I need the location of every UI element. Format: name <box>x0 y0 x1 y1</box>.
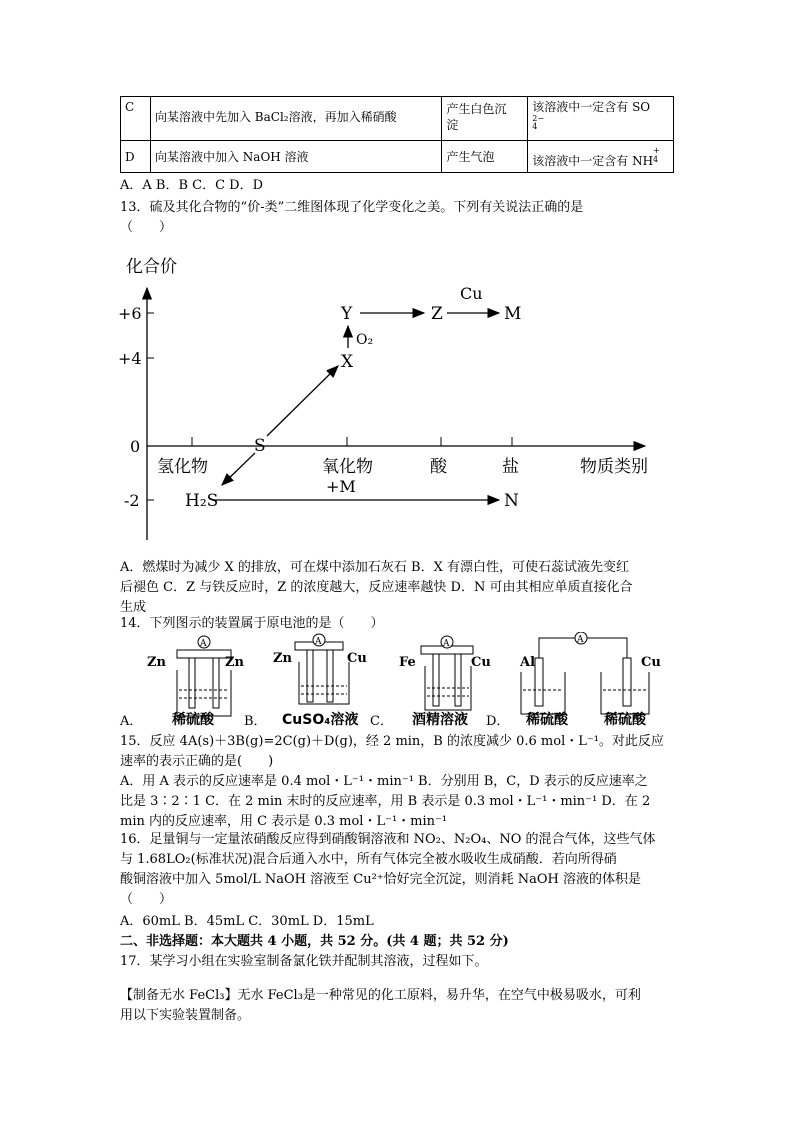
apparatus-a <box>147 636 244 716</box>
node-m: M <box>504 304 522 324</box>
x-category-label: 盐 <box>502 457 519 477</box>
q14-stem: 14．下列图示的装置属于原电池的是（ ） <box>120 616 384 631</box>
electrode-right: Cu <box>347 651 367 666</box>
x-category-label: 氢化物 <box>157 457 208 477</box>
electrode-left: Zn <box>273 651 292 666</box>
svg-text:A: A <box>443 639 450 649</box>
electrolyte-label: 稀硫酸 <box>526 712 568 728</box>
node-n: N <box>504 491 519 511</box>
q15-line: 15．反应 4A(s)＋3B(g)=2C(g)＋D(g)，经 2 min，B 的浓度减少 0.6 mol・L⁻¹。对此反应 <box>120 734 664 749</box>
apparatus-d <box>519 632 661 714</box>
q15-line: 速率的表示正确的是( ) <box>120 754 274 769</box>
reagent-cu: Cu <box>460 284 483 303</box>
q13-options-line: 后褪色 C．Z 与铁反应时，Z 的浓度越大，反应速率越快 D．N 可由其相应单质直接化合 <box>120 580 633 595</box>
row-label: D <box>121 141 151 173</box>
y-axis-label: 化合价 <box>126 257 177 277</box>
operation-cell: 向某溶液中加入 NaOH 溶液 <box>150 141 441 173</box>
q14-option-row: A． 稀硫酸 B． CuSO₄溶液 C． 酒精溶液 D． 稀硫酸 稀硫酸 <box>120 712 646 729</box>
node-s: S <box>254 436 266 456</box>
q16-line: 酸铜溶液中加入 5mol/L NaOH 溶液至 Cu²⁺恰好完全沉淀，则消耗 NaOH 溶液的体积是 <box>120 872 642 887</box>
ammeter-label: A <box>200 639 207 649</box>
electrode-right: Cu <box>641 655 661 670</box>
q16-line: 16．足量铜与一定量浓硝酸反应得到硝酸铜溶液和 NO₂、N₂O₄、NO 的混合气体，这些气体 <box>120 832 656 847</box>
q12-options: A．A B．B C．C D．D <box>120 178 264 193</box>
electrolyte-label: 稀硫酸 <box>172 712 214 728</box>
q16-line: 与 1.68LO₂(标准状况)混合后通入水中，所有气体完全被水吸收生成硝酸．若向所得硝 <box>120 852 617 867</box>
svg-text:A: A <box>315 637 322 647</box>
phenomenon-cell: 产生气泡 <box>442 141 528 173</box>
apparatus-c <box>399 636 491 710</box>
table-row <box>121 97 674 141</box>
section-heading: 二、非选择题：本大题共 4 小题，共 52 分。(共 4 题；共 52 分) <box>120 934 509 949</box>
q17-stem: 17．某学习小组在实验室制备氯化铁并配制其溶液，过程如下。 <box>120 954 488 969</box>
q13-stem: 13．硫及其化合物的“价-类”二维图体现了化学变化之美。下列有关说法正确的是 <box>120 200 584 215</box>
q15-line: min 内的反应速率，用 C 表示是 0.3 mol・L⁻¹・min⁻¹ <box>120 814 448 829</box>
row-label: C <box>121 97 151 141</box>
x-category-label: 氧化物 <box>322 457 373 477</box>
y-tick-label: 0 <box>130 437 141 456</box>
node-h2s: H₂S <box>185 491 219 511</box>
y-tick-label: -2 <box>124 491 140 510</box>
operation-cell: 向某溶液中先加入 BaCl₂溶液，再加入稀硝酸 <box>150 97 441 141</box>
svg-text:A: A <box>577 635 584 645</box>
valence-class-diagram <box>110 250 680 550</box>
table-row <box>121 141 674 173</box>
phenomenon-cell: 产生白色沉 淀 <box>442 97 528 141</box>
electrode-left: Al <box>520 655 536 670</box>
electrode-left: Fe <box>399 655 416 670</box>
conclusion-cell: 该溶液中一定含有 SO 2− 4 <box>528 97 674 141</box>
reagent-o2: O₂ <box>356 332 374 348</box>
y-tick-label: +6 <box>118 304 142 323</box>
electrode-right: Zn <box>225 655 244 670</box>
q16-options: A．60mL B．45mL C．30mL D．15mL <box>120 914 374 929</box>
node-z: Z <box>431 304 443 324</box>
q17-paragraph: 用以下实验装置制备。 <box>120 1008 251 1023</box>
electrode-right: Cu <box>471 655 491 670</box>
q13-options-line: A．燃煤时为减少 X 的排放，可在煤中添加石灰石 B．X 有漂白性，可使石蕊试液先变红 <box>120 560 629 575</box>
q17-paragraph: 【制备无水 FeCl₃】无水 FeCl₃是一种常见的化工原料，易升华，在空气中极易吸水，可利 <box>120 988 641 1003</box>
x-category-label: 物质类别 <box>580 457 648 477</box>
q16-paren: （ ） <box>120 892 173 907</box>
conclusion-cell: 该溶液中一定含有 NH + 4 <box>528 141 674 173</box>
node-x: X <box>341 352 354 372</box>
electrolyte-label: CuSO₄溶液 <box>282 712 359 728</box>
electrode-left: Zn <box>147 655 166 670</box>
electrolyte-label: 酒精溶液 <box>412 712 468 728</box>
x-category-label: 酸 <box>430 457 447 477</box>
arrow-s-to-h2s <box>222 453 255 485</box>
q15-line: 比是 3∶2∶1 C．在 2 min 末时的反应速率，用 B 表示是 0.3 mol・L⁻¹・min⁻¹ D．在 2 <box>120 794 651 809</box>
electrolyte-label: 稀硫酸 <box>604 712 646 728</box>
apparatus-b <box>273 634 367 704</box>
q15-line: A．用 A 表示的反应速率是 0.4 mol・L⁻¹・min⁻¹ B．分别用 B，C，D 表示的反应速率之 <box>120 774 648 789</box>
q12-table <box>120 96 674 173</box>
arrow-s-to-x <box>267 366 338 436</box>
node-y: Y <box>341 304 353 324</box>
q13-options-line: 生成 <box>120 600 147 615</box>
y-tick-label: +4 <box>118 349 142 368</box>
q13-paren: （ ） <box>120 220 173 235</box>
reagent-plus-m: +M <box>326 477 356 496</box>
